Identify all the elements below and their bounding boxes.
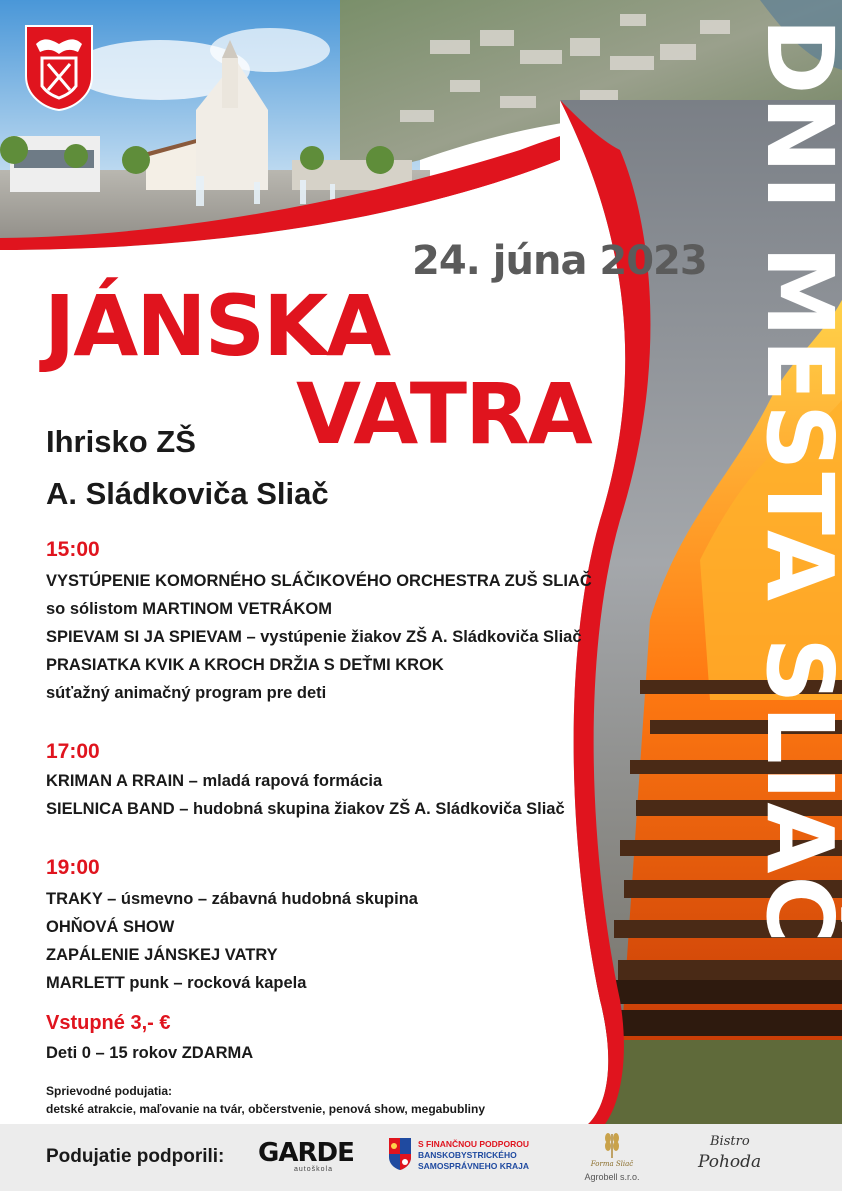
venue-line2: A. Sládkoviča Sliač	[46, 476, 329, 511]
bbsk-logo	[388, 1137, 548, 1177]
agrobell-name: Forma Sliač	[590, 1160, 634, 1168]
title-line2: VATRA	[296, 365, 591, 463]
side-events-heading: Sprievodné podujatia:	[46, 1084, 173, 1098]
garde-logo-subtext: autoškola	[294, 1166, 333, 1173]
entry-children: Deti 0 – 15 rokov ZDARMA	[46, 1044, 254, 1062]
agrobell-company: Agrobell s.r.o.	[584, 1172, 640, 1182]
venue-line1: Ihrisko ZŠ	[46, 424, 196, 459]
bbsk-line3: SAMOSPRÁVNEHO KRAJA	[418, 1161, 529, 1171]
side-events-text: detské atrakcie, maľovanie na tvár, občerstvenie, penová show, megabubliny	[46, 1102, 486, 1116]
sponsors-label: Podujatie podporili:	[46, 1146, 225, 1167]
bistro-logo-line2: Pohoda	[698, 1152, 762, 1172]
program-line: SIELNICA BAND – hudobná skupina žiakov ZŠ A. Sládkoviča Sliač	[46, 800, 565, 818]
agrobell-logo	[580, 1130, 644, 1184]
wheat-icon	[580, 1130, 644, 1158]
event-date: 24. júna 2023	[412, 238, 707, 284]
garde-logo	[258, 1138, 354, 1176]
bistro-pohoda-logo	[676, 1134, 786, 1180]
bbsk-line1: S FINANČNOU PODPOROU	[418, 1139, 529, 1149]
program-time: 17:00	[46, 740, 100, 763]
program-time: 15:00	[46, 538, 100, 561]
program-line: SPIEVAM SI JA SPIEVAM – vystúpenie žiakov ZŠ A. Sládkoviča Sliač	[46, 628, 582, 646]
bbsk-line2: BANSKOBYSTRICKÉHO	[418, 1150, 517, 1160]
program-line: KRIMAN A RRAIN – mladá rapová formácia	[46, 772, 383, 790]
program-line: PRASIATKA KVIK A KROCH DRŽIA S DEŤMI KROK	[46, 656, 444, 674]
entry-price: Vstupné 3,- €	[46, 1012, 171, 1034]
program-line: súťažný animačný program pre deti	[46, 684, 327, 702]
program-line: so sólistom MARTINOM VETRÁKOM	[46, 600, 333, 618]
program-line: OHŇOVÁ SHOW	[46, 918, 175, 936]
program-line: ZAPÁLENIE JÁNSKEJ VATRY	[46, 946, 278, 964]
vertical-title: DNI MESTA SLIAČ	[746, 18, 853, 945]
program-line: VYSTÚPENIE KOMORNÉHO SLÁČIKOVÉHO ORCHESTRA ZUŠ SLIAČ	[46, 572, 592, 590]
bistro-logo-line1: Bistro	[710, 1134, 750, 1149]
program-line: TRAKY – úsmevno – zábavná hudobná skupina	[46, 890, 418, 908]
program-time: 19:00	[46, 856, 100, 879]
city-crest-logo	[24, 24, 94, 112]
title-line1: JÁNSKA	[44, 277, 390, 375]
bbsk-shield-icon	[388, 1137, 412, 1171]
garde-logo-text: GARDE	[258, 1138, 354, 1168]
program-line: MARLETT punk – rocková kapela	[46, 974, 307, 992]
